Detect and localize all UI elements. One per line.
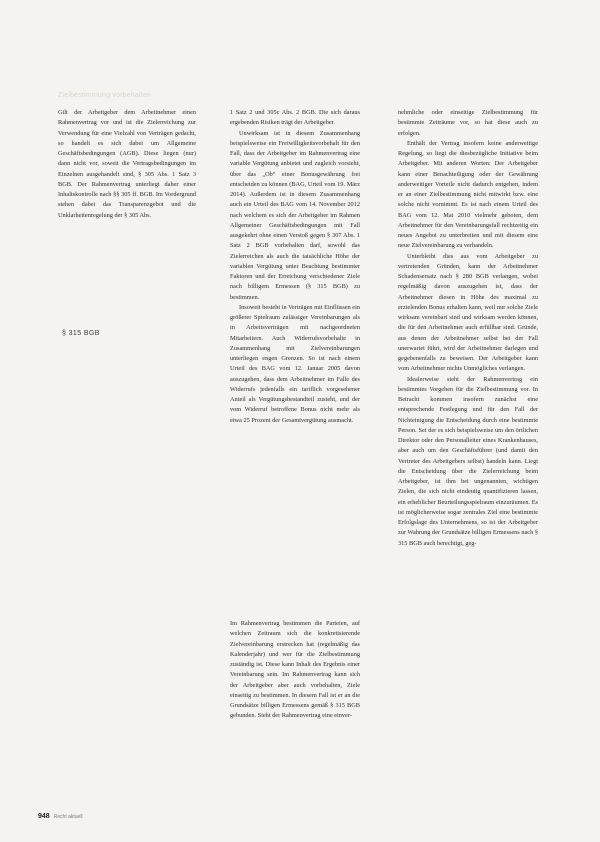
section-heading-faded: Zielbestimmung vorbehalten bbox=[58, 92, 152, 99]
paragraph: Idealerweise sieht der Rahmenvertrag ein bestimmtes Vorgehen für die Zielbestimmung vor. In Betracht kommen insofern zunächst eine entsprechende Festlegung und für den Fall der Nichteinigung die Entscheidung durch eine bestimmte Person. Sei der es sich beispielsweise um den örtlichen Direktor oder den Personalleiter eines Krankenhauses, aber auch um den Geschäftsführer (und damit den Vertreter des Arbeitgebers selbst) handeln kann. Liegt die Entscheidung über die Zielerreichung beim Arbeitgeber, ist ihm bei ungenannten, wichtigen Zielen, die sich nicht eindeutig quantifizieren lassen, ein erheblicher Beurteilungsspielraum einzuräumen. Es ist möglicherweise sogar zentrales Ziel eine bestimmte Erfolgslage des Unternehmens, so ist der Arbeitgeber zur Wahrung der Grundsätze billigen Ermessens nach § 315 BGB auch berechtigt, geg- bbox=[398, 375, 538, 547]
paragraph: nehmliche oder einseitige Zielbestimmung für bestimmte Zeiträume vor, so hat diese auch zu erfolgen. bbox=[398, 109, 538, 137]
paragraph: Unwirksam ist in diesem Zusammenhang beispielsweise ein Freiwilligkeitsvorbehalt für den Fall, dass der Arbeitgeber im Rahmenvertrag eine variable Vergütung anbietet und zugleich vorsieht, über das „Ob“ einer Bonusgewährung frei entscheiden zu können (BAG, Urteil vom 19. März 2014). Außerdem ist in diesem Zusammenhang auch ein Urteil des BAG vom 14. November 2012 nach welchem es sich der Arbeitgeber im Rahmen Allgemeiner Geschäftsbedingungen mit Fall ausgekehrt ohne einen Verstoß gegen § 307 Abs. 1 Satz 2 BGB vorbehalten darf, sowohl das Zielerreichen als auch die tatsächliche Höhe der variablen Vergütung unter Beachtung bestimmter Faktoren und der Erreichung verschiedener Ziele nach billigem Ermessen (§ 315 BGB) zu bestimmen. bbox=[230, 129, 360, 301]
paragraph: Unterbleibt dies aus vom Arbeitgeber zu vertretenden Gründen, kann der Arbeitnehmer Schadensersatz nach § 280 BGB verlangen, wobei regelmäßig davon auszugehen ist, dass der Arbeitnehmer diesen in Höhe des maximal zu erzielenden Bonus erhalten kann, weil nur solche Ziele wirksam vereinbart sind und wirksam werden können, die für den Arbeitnehmer auch erfüllbar sind. Gründe, aus denen der Arbeitnehmer selbst bei der Fall unerwartet führt, wird der Arbeitnehmer darlegen und gegebenenfalls zu beweisen. Der Arbeitgeber kann vom Arbeitnehmer nichts Unmögliches verlangen. bbox=[398, 252, 538, 373]
text-column-middle-lower bbox=[230, 619, 360, 722]
paragraph: Insoweit besteht in Verträgen mit Einflüssen ein größerer Spielraum zulässiger Vereinbarungen als in Arbeitsverträgen mit nachgeordneten Mitarbeitern. Auch Widerrufsvorbehalte in Zusammenhang mit Zielvereinbarungen unterliegen engen Grenzen. So ist nach einem Urteil des BAG vom 12. Januar 2005 davon auszugehen, dass dem Arbeitnehmer im Falle des Widerrufs jedenfalls ein tariflich vorgesehener Anteil als Vergütungsbestandteil zusteht, und der vom Widerruf betroffene Bonus nicht mehr als etwa 25 Prozent der Gesamtvergütung ausmacht. bbox=[230, 303, 360, 424]
paragraph: Enthält der Vertrag insofern keine anderweitige Regelung, so liegt die diesbezügliche Initiative beim Arbeitgeber. Mit anderen Worten: Der Arbeitgeber kann einer Benachteiligung oder der Gewährung anderweitiger Vorteile nicht dadurch entgehen, indem er an einer Zielbestimmung nicht mitwirkt bzw. eine solche nicht vornimmt. Es ist nach einem Urteil des BAG vom 12. Mai 2010 vielmehr geboten, dem Arbeitnehmer für den Vereinbarungsfall rechtzeitig ein neues Angebot zu unterbreiten und mit diesem eine neue Zielvereinbarung zu verhandeln. bbox=[398, 139, 538, 250]
text-column-left bbox=[58, 108, 196, 221]
paragraph: Gilt der Arbeitgeber dem Arbeitnehmer einen Rahmenvertrag vor und ist die Zielerreichung zur Verwendung für eine Vielzahl von Verträgen gedacht, so handelt es sich dabei um Allgemeine Geschäftsbedingungen (AGB). Diese liegen (nur) dann nicht vor, soweit die Vertragsbedingungen im Einzelnen ausgehandelt sind, § 305 Abs. 1 Satz 3 BGB. Der Rahmenvertrag unterliegt daher einer Inhaltskontrolle nach §§ 305 ff. BGB. Im Vordergrund stehen dabei das Transparenzgebot und die Unklarheitenregelung der § 305 Abs. bbox=[58, 109, 196, 219]
page-number: 948 bbox=[38, 813, 50, 820]
text-column-right bbox=[398, 108, 538, 549]
paragraph: Im Rahmenvertrag bestimmen die Parteien, auf welchen Zeitraum sich die konkretisierende Zielvereinbarung erstrecken hat (regelmäßig das Kalenderjahr) und wer für die Zielbestimmung zuständig ist. Diese kann Inhalt des Ergebnis einer Vereinbarung sein. Im Rahmenvertrag kann sich der Arbeitgeber aber auch vorbehalten, Ziele einseitig zu bestimmen. In diesem Fall ist er an die Grundsätze billigen Ermessens gemäß § 315 BGB gebunden. Sieht der Rahmenvertrag eine einver- bbox=[230, 620, 360, 720]
page-footer bbox=[38, 813, 83, 820]
paragraph: 1 Satz 2 und 305c Abs. 2 BGB. Die sich daraus ergebenden Risiken trägt der Arbeitgeber. bbox=[230, 109, 360, 127]
text-column-middle bbox=[230, 108, 360, 426]
margin-note: § 315 BGB bbox=[62, 330, 100, 337]
publication-name: Recht aktuell bbox=[53, 814, 83, 820]
